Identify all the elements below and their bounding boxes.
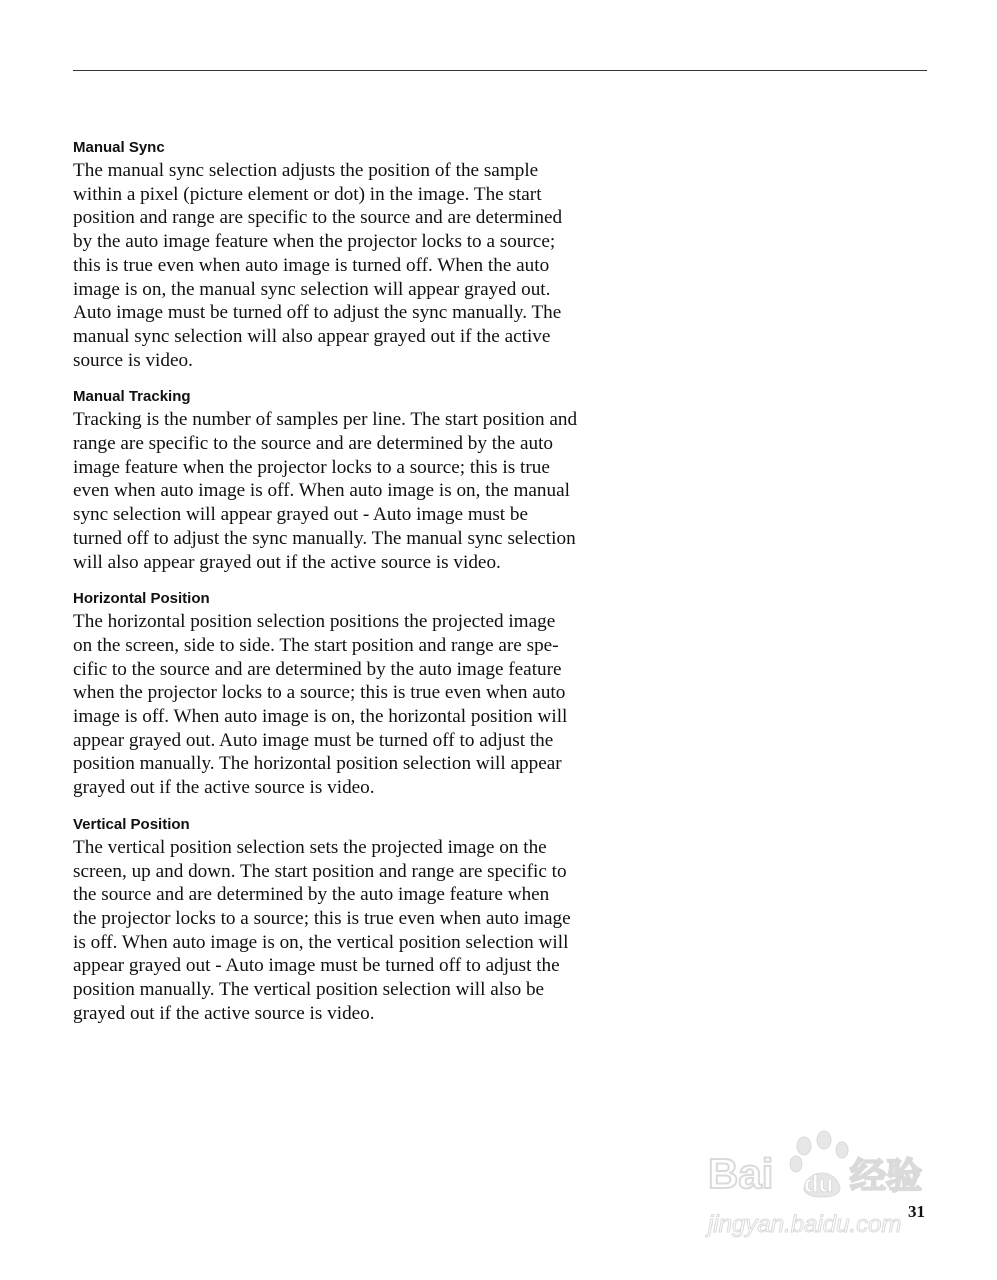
- watermark-cn-text: 经验: [850, 1156, 923, 1197]
- section-heading: Vertical Position: [73, 815, 190, 833]
- paragraph-line: within a pixel (picture element or dot) in the image. The start: [73, 183, 542, 205]
- paragraph-line: the source and are determined by the auto image feature when: [73, 884, 550, 906]
- paragraph-line: image is on, the manual sync selection will appear grayed out.: [73, 278, 551, 300]
- paragraph-line: manual sync selection will also appear grayed out if the active: [73, 325, 551, 347]
- paragraph-line: on the screen, side to side. The start position and range are spe-: [73, 634, 559, 656]
- paragraph-line: position and range are specific to the source and are determined: [73, 207, 563, 229]
- paragraph-line: image is off. When auto image is on, the horizontal position will: [73, 706, 568, 728]
- paragraph-line: The vertical position selection sets the projected image on the: [73, 836, 547, 858]
- document-body: [73, 137, 653, 1040]
- paragraph-line: grayed out if the active source is video.: [73, 777, 375, 799]
- paragraph-line: Auto image must be turned off to adjust the sync manually. The: [73, 302, 562, 324]
- section-heading: Manual Sync: [73, 139, 165, 156]
- paragraph-line: appear grayed out. Auto image must be turned off to adjust the: [73, 729, 554, 751]
- paragraph-line: this is true even when auto image is turned off. When the auto: [73, 254, 550, 276]
- paragraph-line: is off. When auto image is on, the vertical position selection will: [73, 931, 569, 953]
- section-heading: Manual Tracking: [73, 388, 191, 406]
- paragraph-line: position manually. The horizontal position selection will appear: [73, 753, 562, 775]
- section-heading: Horizontal Position: [73, 590, 210, 608]
- paragraph-line: Tracking is the number of samples per line. The start position and: [73, 409, 578, 431]
- paragraph-line: screen, up and down. The start position and range are specific to: [73, 860, 567, 882]
- baidu-logo: [700, 1128, 950, 1248]
- paragraph-line: The horizontal position selection positions the projected image: [73, 611, 556, 633]
- baidu-watermark: [700, 1128, 950, 1248]
- paragraph-line: position manually. The vertical position selection will also be: [73, 979, 545, 1001]
- section-horizontal-position: [73, 588, 653, 800]
- header-rule: [73, 70, 927, 71]
- paragraph-line: image feature when the projector locks to a source; this is true: [73, 456, 550, 478]
- page-number: 31: [908, 1202, 925, 1221]
- paragraph-line: even when auto image is off. When auto image is on, the manual: [73, 480, 570, 502]
- section-paragraph: [73, 159, 653, 372]
- section-manual-tracking: [73, 386, 653, 574]
- section-manual-sync: [73, 137, 653, 372]
- paragraph-line: when the projector locks to a source; this is true even when auto: [73, 682, 566, 704]
- paragraph-line: sync selection will appear grayed out - Auto image must be: [73, 504, 529, 526]
- section-vertical-position: [73, 814, 653, 1026]
- watermark-brand-right: du: [804, 1171, 834, 1198]
- section-paragraph: [73, 408, 653, 574]
- section-paragraph: [73, 610, 653, 800]
- paragraph-line: The manual sync selection adjusts the position of the sample: [73, 160, 539, 181]
- paragraph-line: appear grayed out - Auto image must be turned off to adjust the: [73, 955, 560, 977]
- section-paragraph: [73, 836, 653, 1026]
- watermark-url: jingyan.baidu.com: [708, 1211, 902, 1238]
- watermark-brand-left: Bai: [708, 1150, 774, 1197]
- paragraph-line: cific to the source and are determined by the auto image feature: [73, 658, 562, 680]
- paragraph-line: grayed out if the active source is video.: [73, 1002, 375, 1024]
- paragraph-line: source is video.: [73, 349, 193, 371]
- paragraph-line: by the auto image feature when the projector locks to a source;: [73, 231, 556, 253]
- paragraph-line: range are specific to the source and are determined by the auto: [73, 433, 553, 455]
- paragraph-line: the projector locks to a source; this is true even when auto image: [73, 907, 571, 929]
- paragraph-line: turned off to adjust the sync manually. The manual sync selection: [73, 527, 576, 549]
- paragraph-line: will also appear grayed out if the active source is video.: [73, 551, 501, 573]
